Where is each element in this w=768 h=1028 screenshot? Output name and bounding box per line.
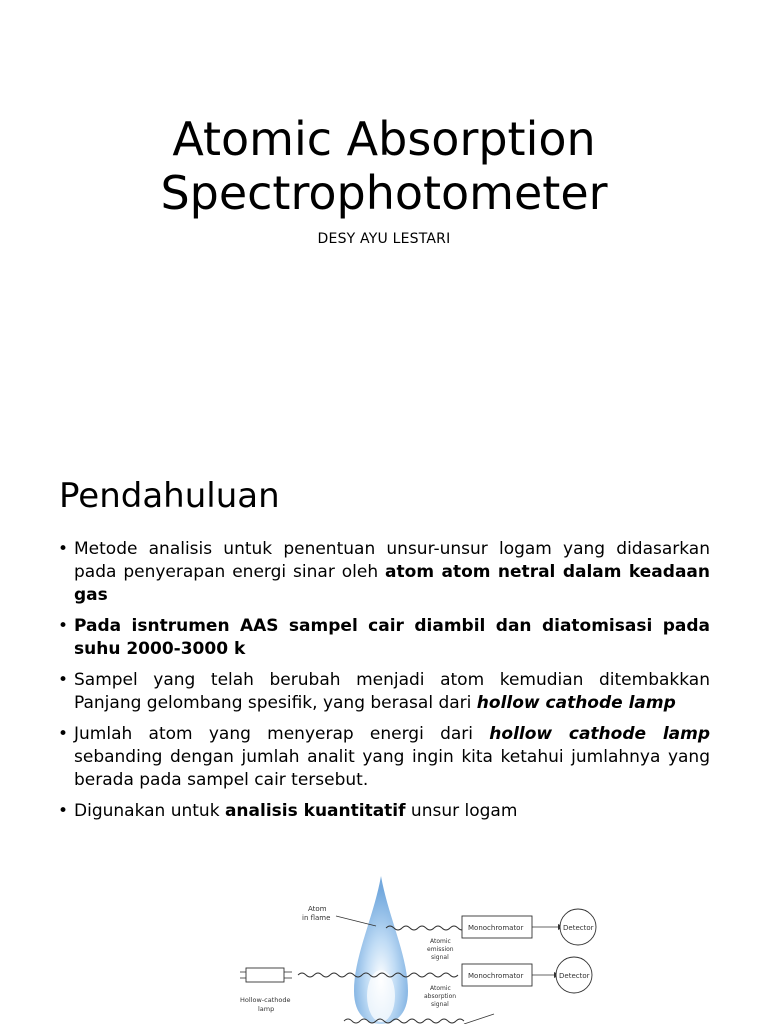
absorption-label-line2: absorption [424,993,457,1000]
atom-label-line2: in flame [302,914,331,922]
flame-core [367,970,395,1022]
detector-label-1: Detector [563,924,594,932]
absorption-label: Atomic [430,985,451,992]
emission-label-line3: signal [431,954,449,961]
lamp-label-line2: lamp [258,1005,275,1013]
hollow-cathode-lamp-body [246,968,284,982]
emission-label-line2: emission [427,946,454,953]
bullet-list [58,538,710,831]
bullet-item [58,669,710,715]
bullet-bold-text: Pada isntrumen AAS sampel cair diambil dan diatomisasi pada suhu 2000-3000 k [74,616,710,659]
bullet-bold-text: analisis kuantitatif [224,801,406,821]
title-line-1: Atomic Absorption [172,112,596,166]
aas-diagram-svg [236,876,606,1024]
bullet-item [58,615,710,661]
third-row-edge [464,1014,494,1024]
content-slide [0,440,768,1024]
atom-label: Atom [308,905,327,913]
bullet-bold-italic-text: hollow cathode lamp [489,724,710,744]
absorption-label-line3: signal [431,1001,449,1008]
title-slide [0,0,768,440]
bullet-item [58,723,710,792]
slide-title [0,112,768,220]
detector-label-2: Detector [559,972,590,980]
author-name: DESY AYU LESTARI [317,231,451,247]
bullet-text: unsur logam [405,801,518,821]
third-signal-wave [344,1019,464,1023]
aas-diagram [236,876,606,1024]
bullet-bold-text: atom atom netral dalam keadaan gas [74,562,710,605]
bullet-bold-italic-text: hollow cathode lamp [476,693,676,713]
title-line-2: Spectrophotometer [160,166,608,220]
bullet-text: Jumlah atom yang menyerap energi dari [74,724,490,744]
bullet-item [58,538,710,607]
monochromator-label-1: Monochromator [468,924,524,932]
lamp-label: Hollow-cathode [240,996,291,1004]
section-heading: Pendahuluan [59,476,280,516]
bullet-text: Sampel yang telah berubah menjadi atom kemudian ditembakkan Panjang gelombang spesifik, yang berasal dari [74,670,710,713]
emission-label: Atomic [430,938,451,945]
bullet-text: Metode analisis untuk penentuan unsur-unsur logam yang didasarkan pada penyerapan energi sinar oleh [74,539,710,582]
bullet-item [58,800,710,823]
bullet-text: Digunakan untuk [74,801,225,821]
bullet-text: sebanding dengan jumlah analit yang ingin kita ketahui jumlahnya yang berada pada sampel cair tersebut. [74,747,710,790]
monochromator-label-2: Monochromator [468,972,524,980]
